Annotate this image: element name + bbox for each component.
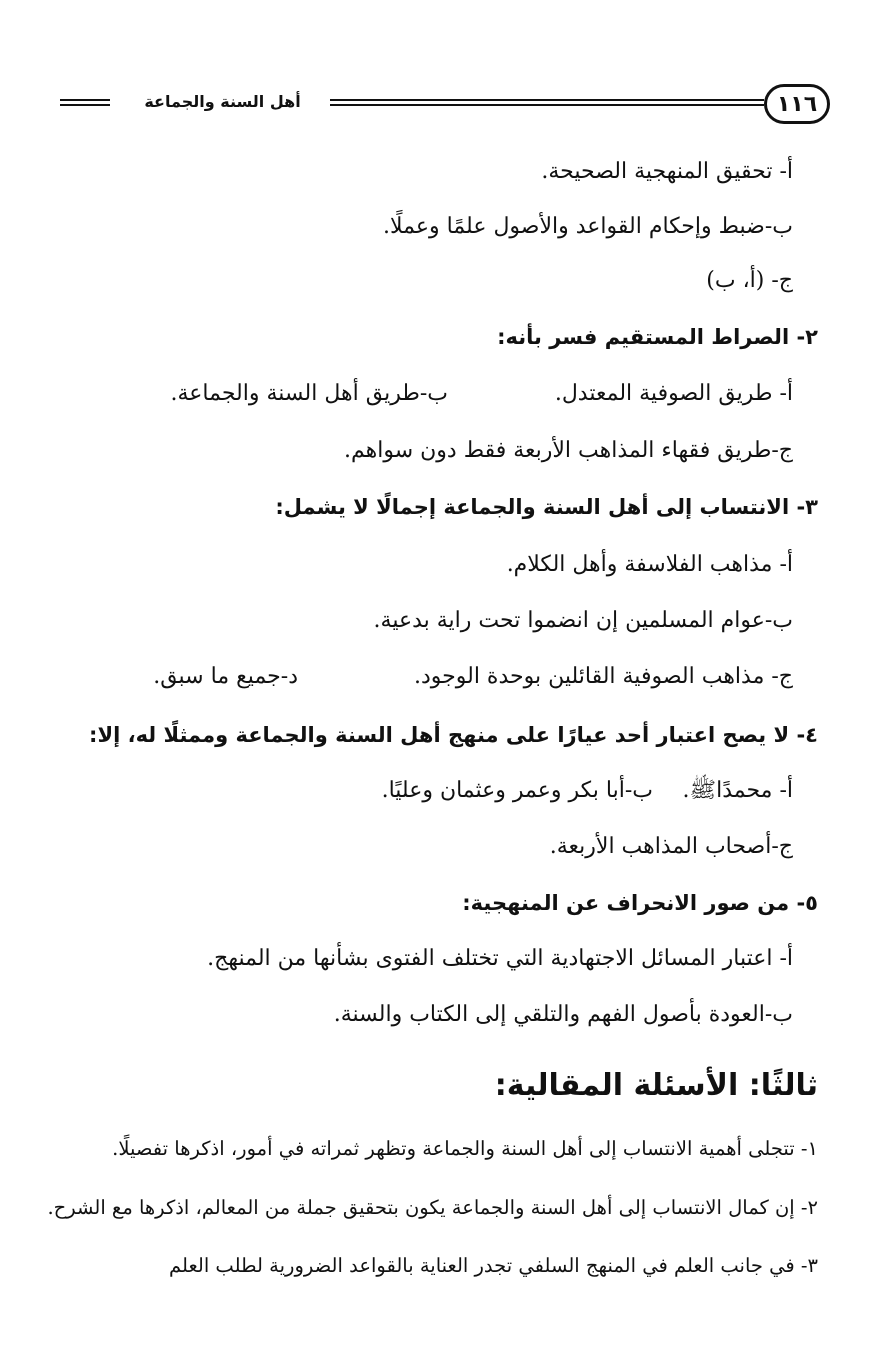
q5-option-b: ب-العودة بأصول الفهم والتلقي إلى الكتاب والسنة. <box>333 1002 793 1027</box>
page-header <box>40 84 830 128</box>
section-title: ثالثًا: الأسئلة المقالية: <box>494 1068 818 1103</box>
q4-option-a: أ- محمدًاﷺ. <box>682 778 793 803</box>
q3-option-a: أ- مذاهب الفلاسفة وأهل الكلام. <box>506 552 793 577</box>
q4-option-b: ب-أبا بكر وعمر وعثمان وعليًا. <box>381 778 653 803</box>
essay-question-2: ٢- إن كمال الانتساب إلى أهل السنة والجماعة يكون بتحقيق جملة من المعالم، اذكرها مع الشرح. <box>47 1196 818 1219</box>
q4-option-c: ج-أصحاب المذاهب الأربعة. <box>549 834 793 859</box>
q1-option-a: أ- تحقيق المنهجية الصحيحة. <box>541 159 793 184</box>
q3-option-d: د-جميع ما سبق. <box>153 664 298 689</box>
header-rule-right <box>330 99 764 106</box>
running-title: أهل السنة والجماعة <box>144 92 301 111</box>
q4-stem: ٤- لا يصح اعتبار أحد عيارًا على منهج أهل السنة والجماعة وممثلًا له، إلا: <box>89 723 818 747</box>
essay-question-1: ١- تتجلى أهمية الانتساب إلى أهل السنة والجماعة وتظهر ثمراته في أمور، اذكرها تفصيلًا. <box>112 1137 818 1160</box>
q2-option-c: ج-طريق فقهاء المذاهب الأربعة فقط دون سواهم. <box>343 438 793 463</box>
q3-stem: ٣- الانتساب إلى أهل السنة والجماعة إجمالًا لا يشمل: <box>275 495 818 519</box>
q3-option-b: ب-عوام المسلمين إن انضموا تحت راية بدعية. <box>373 608 793 633</box>
q2-option-b: ب-طريق أهل السنة والجماعة. <box>170 381 448 406</box>
q3-option-c: ج- مذاهب الصوفية القائلين بوحدة الوجود. <box>414 664 793 689</box>
q5-option-a: أ- اعتبار المسائل الاجتهادية التي تختلف الفتوى بشأنها من المنهج. <box>207 946 793 971</box>
q1-option-c: ج- (أ، ب) <box>706 268 793 293</box>
q2-option-a: أ- طريق الصوفية المعتدل. <box>554 381 793 406</box>
header-rule-left <box>60 99 110 106</box>
page-number: ١١٦ <box>764 84 830 124</box>
essay-question-3: ٣- في جانب العلم في المنهج السلفي تجدر العناية بالقواعد الضرورية لطلب العلم <box>169 1254 818 1277</box>
q2-stem: ٢- الصراط المستقيم فسر بأنه: <box>497 325 818 349</box>
q5-stem: ٥- من صور الانحراف عن المنهجية: <box>462 891 818 915</box>
q1-option-b: ب-ضبط وإحكام القواعد والأصول علمًا وعملًا. <box>383 214 793 239</box>
